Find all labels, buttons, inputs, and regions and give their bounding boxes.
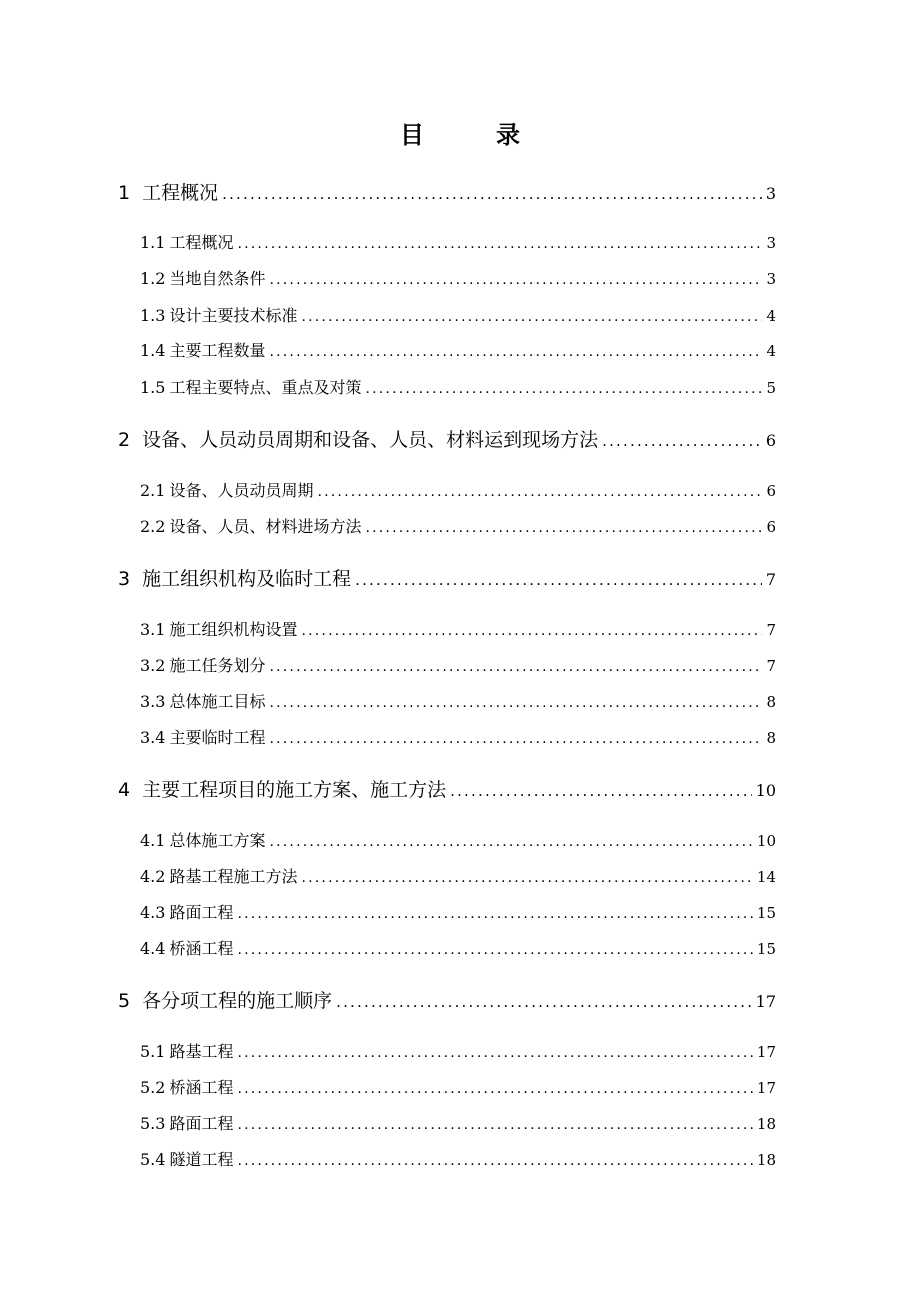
dot-leader: [269, 829, 752, 854]
toc-section-1-4[interactable]: [140, 338, 776, 364]
toc-section-2-2[interactable]: [140, 514, 776, 540]
toc-number: 2.1: [140, 481, 166, 500]
toc-page-number: 18: [756, 1115, 776, 1133]
toc-title: 路面工程: [169, 903, 234, 922]
dot-leader: [355, 565, 762, 594]
toc-title: 工程概况: [169, 233, 234, 252]
toc-number: 5.3: [140, 1114, 166, 1133]
toc-page-number: 10: [756, 832, 776, 850]
toc-title: 施工任务划分: [169, 656, 266, 675]
toc-number: 4: [118, 779, 131, 801]
toc-number: 1.2: [140, 269, 166, 288]
toc-title: 设备、人员动员周期和设备、人员、材料运到现场方法: [142, 429, 599, 451]
toc-number: 5.1: [140, 1042, 166, 1061]
toc-page-number: 15: [756, 940, 776, 958]
toc-section-1-3[interactable]: [140, 303, 776, 329]
dot-leader: [237, 1040, 752, 1065]
toc-title: 主要工程数量: [169, 341, 266, 360]
toc-section-4-4[interactable]: [140, 936, 776, 962]
toc-page-number: 8: [766, 693, 776, 711]
toc-page-number: 15: [756, 904, 776, 922]
dot-leader: [336, 987, 752, 1016]
dot-leader: [450, 776, 752, 805]
toc-page-number: 7: [766, 621, 776, 639]
toc-page-number: 18: [756, 1151, 776, 1169]
toc-number: 1.3: [140, 306, 166, 325]
dot-leader: [269, 267, 762, 292]
toc-title: 设备、人员动员周期: [169, 481, 314, 500]
toc-page-number: 7: [766, 657, 776, 675]
toc-page-number: 3: [766, 234, 776, 252]
toc-number: 1: [118, 182, 131, 204]
toc-title: 主要临时工程: [169, 728, 266, 747]
dot-leader: [237, 1148, 752, 1173]
toc-number: 4.3: [140, 903, 166, 922]
toc-page-number: 10: [755, 781, 776, 800]
toc-page-number: 6: [766, 482, 776, 500]
toc-page-number: 6: [766, 518, 776, 536]
toc-number: 2: [118, 429, 131, 451]
toc-chapter-4[interactable]: [118, 775, 776, 805]
toc-number: 1.1: [140, 233, 166, 252]
toc-title: 路基工程施工方法: [169, 867, 298, 886]
toc-number: 5.2: [140, 1078, 166, 1097]
toc-section-5-2[interactable]: [140, 1075, 776, 1101]
toc-section-1-5[interactable]: [140, 375, 776, 401]
dot-leader: [237, 1112, 752, 1137]
toc-title: 设备、人员、材料进场方法: [169, 517, 362, 536]
toc-number: 1.5: [140, 378, 166, 397]
toc-title: 路基工程: [169, 1042, 234, 1061]
toc-section-4-2[interactable]: [140, 864, 776, 890]
toc-page-number: 7: [765, 570, 776, 589]
toc-number: 1.4: [140, 341, 166, 360]
toc-title: 桥涵工程: [169, 939, 234, 958]
toc-title: 主要工程项目的施工方案、施工方法: [142, 779, 447, 801]
toc-title: 各分项工程的施工顺序: [142, 990, 333, 1012]
toc-title: 施工组织机构及临时工程: [142, 568, 352, 590]
dot-leader: [237, 901, 752, 926]
dot-leader: [237, 1076, 752, 1101]
toc-title: 工程概况: [142, 182, 219, 204]
toc-page-number: 4: [766, 307, 776, 325]
toc-section-3-1[interactable]: [140, 617, 776, 643]
toc-page-number: 3: [766, 270, 776, 288]
dot-leader: [269, 339, 762, 364]
dot-leader: [317, 479, 762, 504]
toc-number: 3.4: [140, 728, 166, 747]
toc-page-number: 17: [756, 1043, 776, 1061]
toc-title: 桥涵工程: [169, 1078, 234, 1097]
dot-leader: [269, 726, 762, 751]
toc-chapter-5[interactable]: [118, 986, 776, 1016]
dot-leader: [301, 304, 762, 329]
toc-section-4-1[interactable]: [140, 828, 776, 854]
toc-title: 设计主要技术标准: [169, 306, 298, 325]
toc-page-number: 5: [766, 379, 776, 397]
toc-number: 5.4: [140, 1150, 166, 1169]
toc-title: 施工组织机构设置: [169, 620, 298, 639]
toc-page-number: 6: [765, 431, 776, 450]
toc-number: 4.2: [140, 867, 166, 886]
dot-leader: [269, 654, 762, 679]
toc-section-5-4[interactable]: [140, 1147, 776, 1173]
toc-title: 隧道工程: [169, 1150, 234, 1169]
toc-title: 路面工程: [169, 1114, 234, 1133]
toc-title: 工程主要特点、重点及对策: [169, 378, 362, 397]
toc-page-number: 17: [755, 992, 776, 1011]
toc-section-3-4[interactable]: [140, 725, 776, 751]
toc-page-number: 14: [756, 868, 776, 886]
toc-number: 5: [118, 990, 131, 1012]
dot-leader: [365, 376, 762, 401]
toc-number: 3.2: [140, 656, 166, 675]
dot-leader: [237, 937, 752, 962]
toc-section-5-3[interactable]: [140, 1111, 776, 1137]
toc-chapter-2[interactable]: [118, 425, 776, 455]
dot-leader: [301, 618, 762, 643]
toc-section-1-2[interactable]: [140, 266, 776, 292]
dot-leader: [237, 231, 762, 256]
toc-number: 3.1: [140, 620, 166, 639]
toc-chapter-1[interactable]: [118, 178, 776, 208]
toc-page-number: 8: [766, 729, 776, 747]
dot-leader: [365, 515, 762, 540]
toc-section-3-2[interactable]: [140, 653, 776, 679]
toc-title: 当地自然条件: [169, 269, 266, 288]
toc-section-4-3[interactable]: [140, 900, 776, 926]
toc-section-1-1[interactable]: [140, 230, 776, 256]
toc-chapter-3[interactable]: [118, 564, 776, 594]
dot-leader: [222, 179, 762, 208]
toc-number: 4.4: [140, 939, 166, 958]
toc-number: 2.2: [140, 517, 166, 536]
toc-number: 3.3: [140, 692, 166, 711]
toc-title: 总体施工目标: [169, 692, 266, 711]
toc-section-3-3[interactable]: [140, 689, 776, 715]
toc-section-2-1[interactable]: [140, 478, 776, 504]
toc-number: 4.1: [140, 831, 166, 850]
page-title: 目 录: [400, 121, 544, 149]
toc-number: 3: [118, 568, 131, 590]
toc-section-5-1[interactable]: [140, 1039, 776, 1065]
dot-leader: [269, 690, 762, 715]
toc-page-number: 4: [766, 342, 776, 360]
dot-leader: [602, 426, 762, 455]
toc-page-number: 3: [765, 184, 776, 203]
toc-title: 总体施工方案: [169, 831, 266, 850]
dot-leader: [301, 865, 752, 890]
toc-page-number: 17: [756, 1079, 776, 1097]
